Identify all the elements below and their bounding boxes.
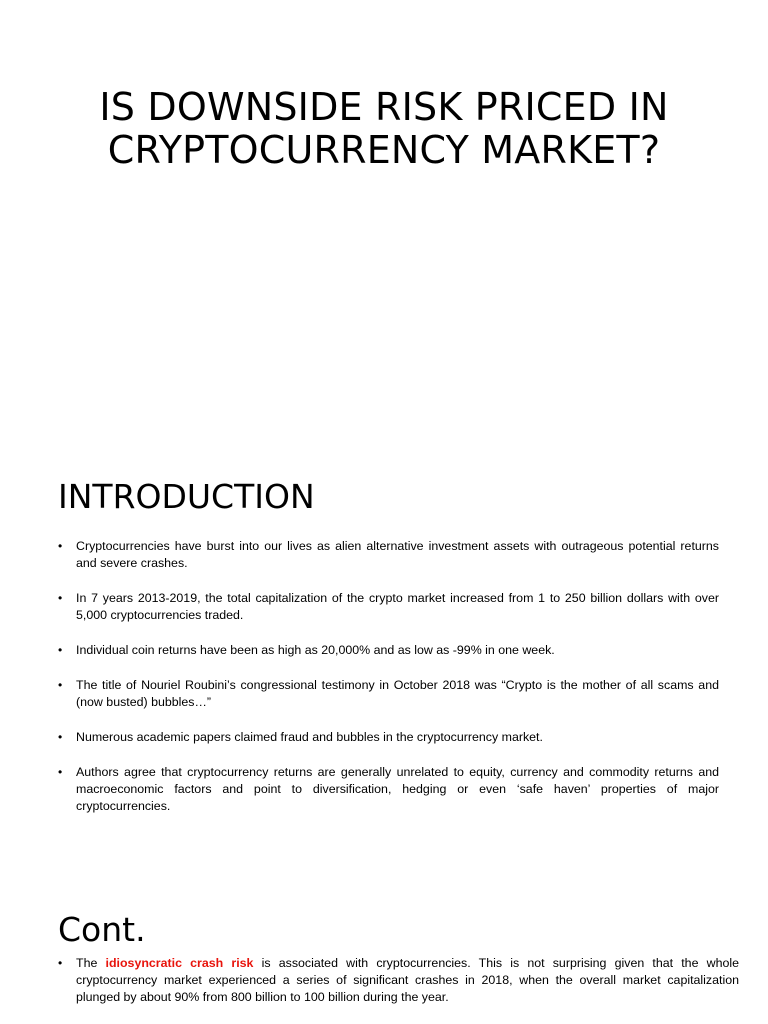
continuation-slide bbox=[0, 860, 768, 1024]
slide-title: IS DOWNSIDE RISK PRICED IN CRYPTOCURRENCY MARKET? bbox=[99, 85, 669, 172]
bullet-item bbox=[58, 955, 739, 1007]
introduction-bullet-list bbox=[58, 538, 719, 833]
bullet-item: • Authors agree that cryptocurrency returns are generally unrelated to equity, currency and commodity returns and macroeconomic factors and point to diversification, hedging or even ‘safe haven’ properties of major cryptocurrencies. bbox=[58, 764, 719, 816]
introduction-heading: INTRODUCTION bbox=[58, 477, 315, 516]
highlighted-term: idiosyncratic crash risk bbox=[105, 956, 254, 970]
title-slide bbox=[0, 0, 768, 440]
bullet-text: is associated with cryptocurrencies. This is not surprising given that the whole cryptocurrency market experienced a series of significant crashes in 2018, when the overall market capitalization plunged by about 90% from 800 billion to 100 billion during the year. bbox=[76, 956, 740, 1005]
bullet-item: • The title of Nouriel Roubini’s congressional testimony in October 2018 was “Crypto is the mother of all scams and (now busted) bubbles…” bbox=[58, 677, 719, 711]
bullet-item: • Numerous academic papers claimed fraud and bubbles in the cryptocurrency market. bbox=[58, 729, 719, 746]
continuation-bullet-list bbox=[58, 955, 739, 1024]
bullet-item: • Cryptocurrencies have burst into our lives as alien alternative investment assets with outrageous potential returns and severe crashes. bbox=[58, 538, 719, 572]
bullet-item: • In 7 years 2013-2019, the total capitalization of the crypto market increased from 1 to 250 billion dollars with over 5,000 cryptocurrencies traded. bbox=[58, 590, 719, 624]
continuation-heading: Cont. bbox=[58, 910, 146, 949]
bullet-item: • Individual coin returns have been as high as 20,000% and as low as -99% in one week. bbox=[58, 642, 719, 659]
introduction-slide bbox=[0, 440, 768, 860]
bullet-prefix: The bbox=[76, 956, 106, 970]
